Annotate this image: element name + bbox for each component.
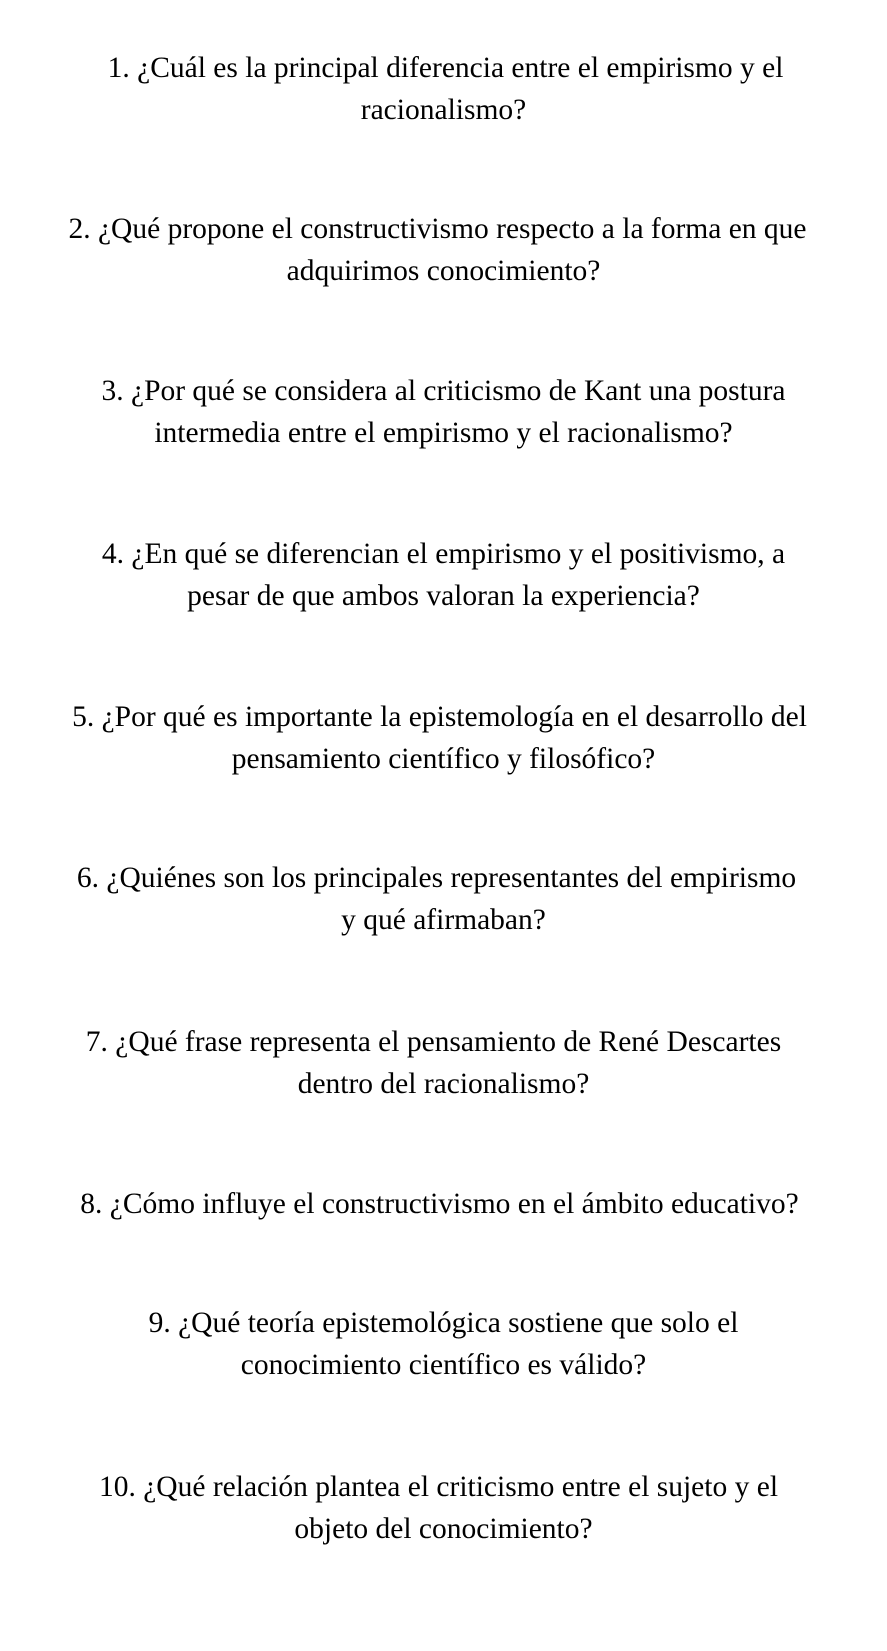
question-9-line-2: conocimiento científico es válido? — [240, 1349, 647, 1381]
question-8 — [0, 1183, 887, 1225]
question-10 — [0, 1466, 887, 1550]
question-3 — [0, 370, 887, 454]
question-5-line-2: pensamiento científico y filosófico? — [231, 743, 656, 775]
question-3-line-1: 3. ¿Por qué se considera al criticismo de Kant una postura — [101, 375, 786, 407]
question-6 — [0, 857, 887, 941]
question-1-line-1: 1. ¿Cuál es la principal diferencia entre el empirismo y el — [107, 52, 784, 84]
question-7 — [0, 1021, 887, 1105]
question-1 — [0, 47, 887, 131]
question-10-line-1: 10. ¿Qué relación plantea el criticismo entre el sujeto y el — [98, 1471, 779, 1503]
question-2-line-1: 2. ¿Qué propone el constructivismo respecto a la forma en que — [68, 213, 807, 245]
question-4-line-1: 4. ¿En qué se diferencian el empirismo y el positivismo, a — [101, 538, 786, 570]
question-9 — [0, 1302, 887, 1386]
question-7-line-2: dentro del racionalismo? — [297, 1068, 590, 1100]
question-3-line-2: intermedia entre el empirismo y el racionalismo? — [154, 417, 733, 449]
question-6-line-1: 6. ¿Quiénes son los principales representantes del empirismo — [76, 862, 797, 894]
question-5-line-1: 5. ¿Por qué es importante la epistemología en el desarrollo del — [72, 701, 807, 733]
question-7-line-1: 7. ¿Qué frase representa el pensamiento de René Descartes — [85, 1026, 782, 1058]
question-8-line-1: 8. ¿Cómo influye el constructivismo en el ámbito educativo? — [80, 1188, 799, 1220]
question-10-line-2: objeto del conocimiento? — [294, 1513, 593, 1545]
question-1-line-2: racionalismo? — [360, 94, 527, 126]
question-4-line-2: pesar de que ambos valoran la experiencia? — [187, 580, 700, 612]
question-5 — [0, 696, 887, 780]
question-6-line-2: y qué afirmaban? — [341, 904, 546, 936]
question-9-line-1: 9. ¿Qué teoría epistemológica sostiene que solo el — [148, 1307, 739, 1339]
question-4 — [0, 533, 887, 617]
question-2 — [0, 208, 887, 292]
question-2-line-2: adquirimos conocimiento? — [286, 255, 601, 287]
